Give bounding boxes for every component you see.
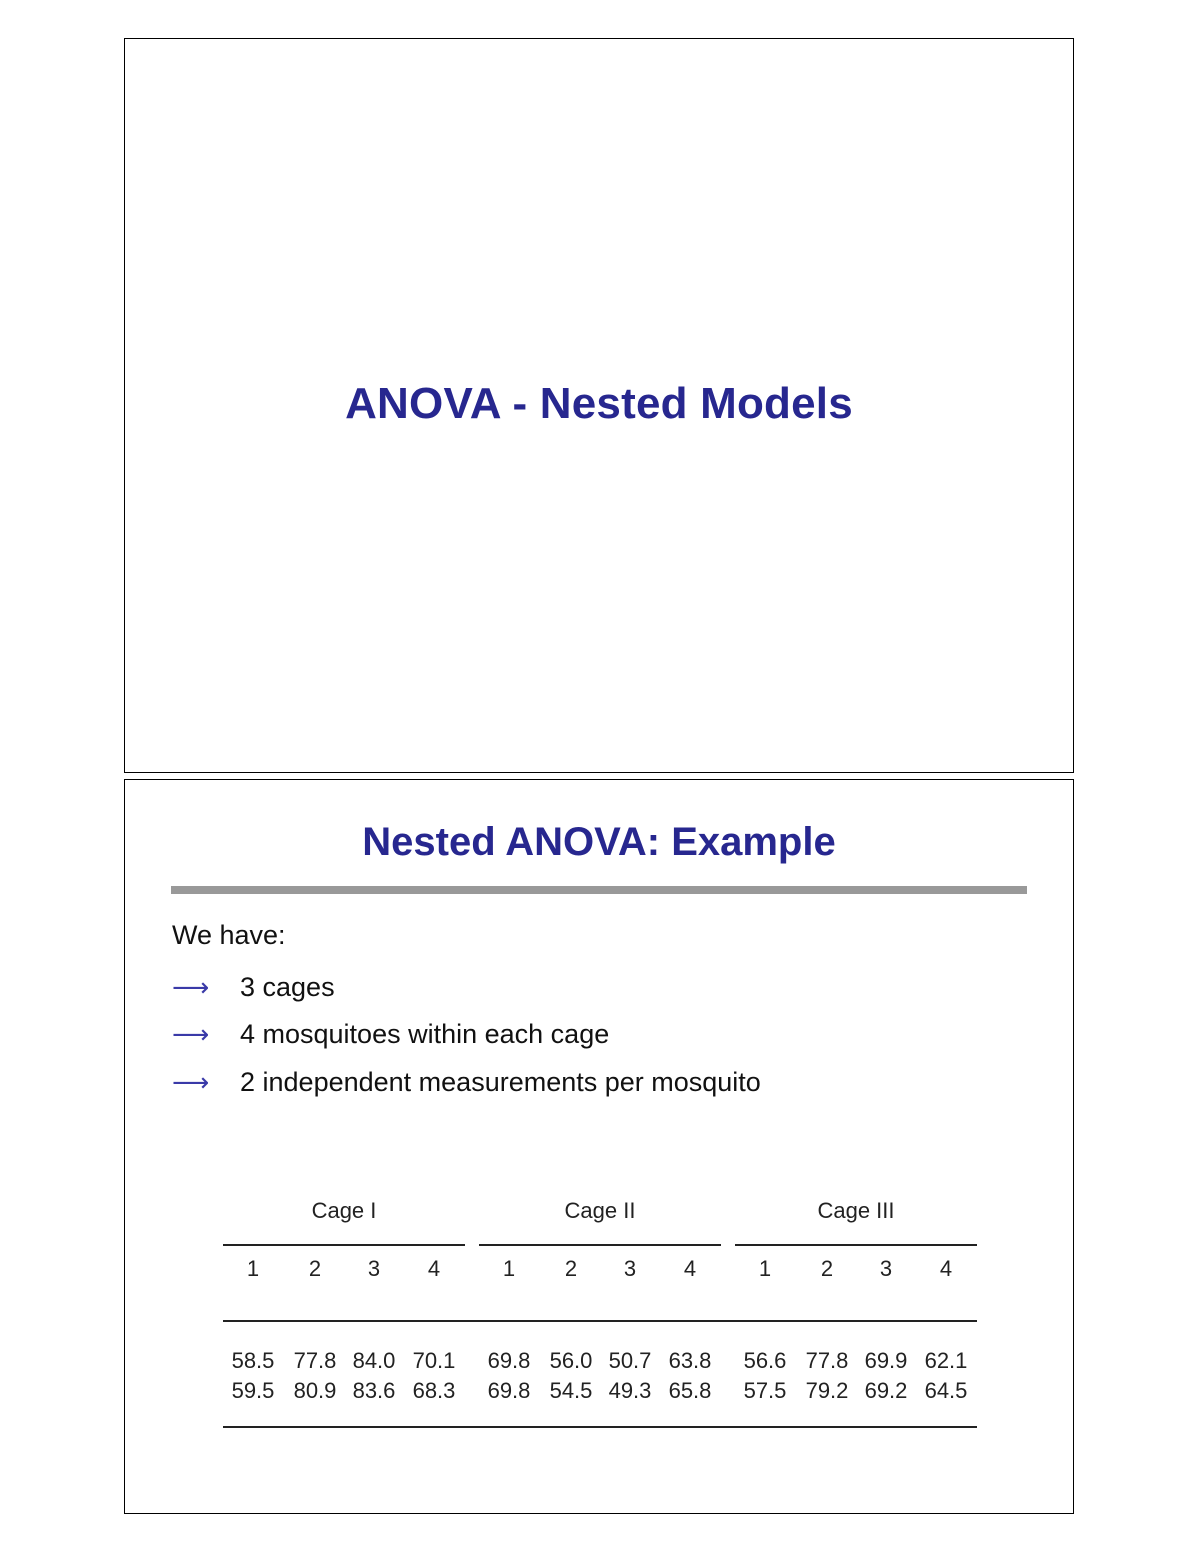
mosquito-number: 2 [564, 1256, 578, 1281]
cage-header-rule [479, 1244, 721, 1246]
measurement-value: 69.2 [864, 1378, 908, 1403]
measurement-value: 49.3 [608, 1378, 652, 1403]
mosquito-number: 1 [502, 1256, 516, 1281]
bullet-item [172, 972, 335, 1003]
measurement-value: 84.0 [352, 1348, 396, 1373]
measurement-value: 77.8 [293, 1348, 337, 1373]
bullet-text: 4 mosquitoes within each cage [240, 1019, 610, 1049]
title-underline [171, 886, 1027, 894]
mosquito-number: 4 [427, 1256, 441, 1281]
bullet-item [172, 1067, 761, 1098]
arrow-icon: ⟶ [172, 1019, 210, 1049]
measurement-value: 59.5 [231, 1378, 275, 1403]
slide-2-title: Nested ANOVA: Example [362, 820, 836, 864]
slide-2 [124, 779, 1074, 1514]
measurement-value: 64.5 [924, 1378, 968, 1403]
measurement-value: 69.8 [487, 1348, 531, 1373]
mosquito-number: 3 [367, 1256, 381, 1281]
cage-header-rule [735, 1244, 977, 1246]
bullet-text: 3 cages [240, 972, 335, 1002]
mosquito-number: 3 [879, 1256, 893, 1281]
table-rule-mid [223, 1320, 977, 1322]
measurement-value: 56.6 [743, 1348, 787, 1373]
measurement-value: 69.9 [864, 1348, 908, 1373]
slide-1 [124, 38, 1074, 773]
slide-1-title: ANOVA - Nested Models [345, 379, 853, 428]
cage-header: Cage II [564, 1198, 636, 1223]
mosquito-number: 1 [758, 1256, 772, 1281]
measurement-value: 63.8 [668, 1348, 712, 1373]
measurement-value: 70.1 [412, 1348, 456, 1373]
mosquito-number: 2 [308, 1256, 322, 1281]
measurement-value: 57.5 [743, 1378, 787, 1403]
measurement-value: 65.8 [668, 1378, 712, 1403]
measurement-value: 50.7 [608, 1348, 652, 1373]
measurement-value: 68.3 [412, 1378, 456, 1403]
measurement-value: 83.6 [352, 1378, 396, 1403]
arrow-icon: ⟶ [172, 1067, 210, 1097]
cage-header: Cage III [817, 1198, 895, 1223]
mosquito-number: 4 [683, 1256, 697, 1281]
arrow-icon: ⟶ [172, 972, 210, 1002]
mosquito-number: 1 [246, 1256, 260, 1281]
bullet-text: 2 independent measurements per mosquito [240, 1067, 761, 1097]
measurement-value: 62.1 [924, 1348, 968, 1373]
mosquito-number: 4 [939, 1256, 953, 1281]
measurement-value: 54.5 [549, 1378, 593, 1403]
measurement-value: 77.8 [805, 1348, 849, 1373]
measurement-value: 80.9 [293, 1378, 337, 1403]
cage-header: Cage I [311, 1198, 377, 1223]
measurement-value: 79.2 [805, 1378, 849, 1403]
mosquito-number: 2 [820, 1256, 834, 1281]
measurement-value: 58.5 [231, 1348, 275, 1373]
measurement-value: 56.0 [549, 1348, 593, 1373]
cage-header-rule [223, 1244, 465, 1246]
mosquito-number: 3 [623, 1256, 637, 1281]
bullet-item [172, 1019, 609, 1050]
measurement-value: 69.8 [487, 1378, 531, 1403]
table-rule-bottom [223, 1426, 977, 1428]
intro-text: We have: [172, 920, 286, 950]
